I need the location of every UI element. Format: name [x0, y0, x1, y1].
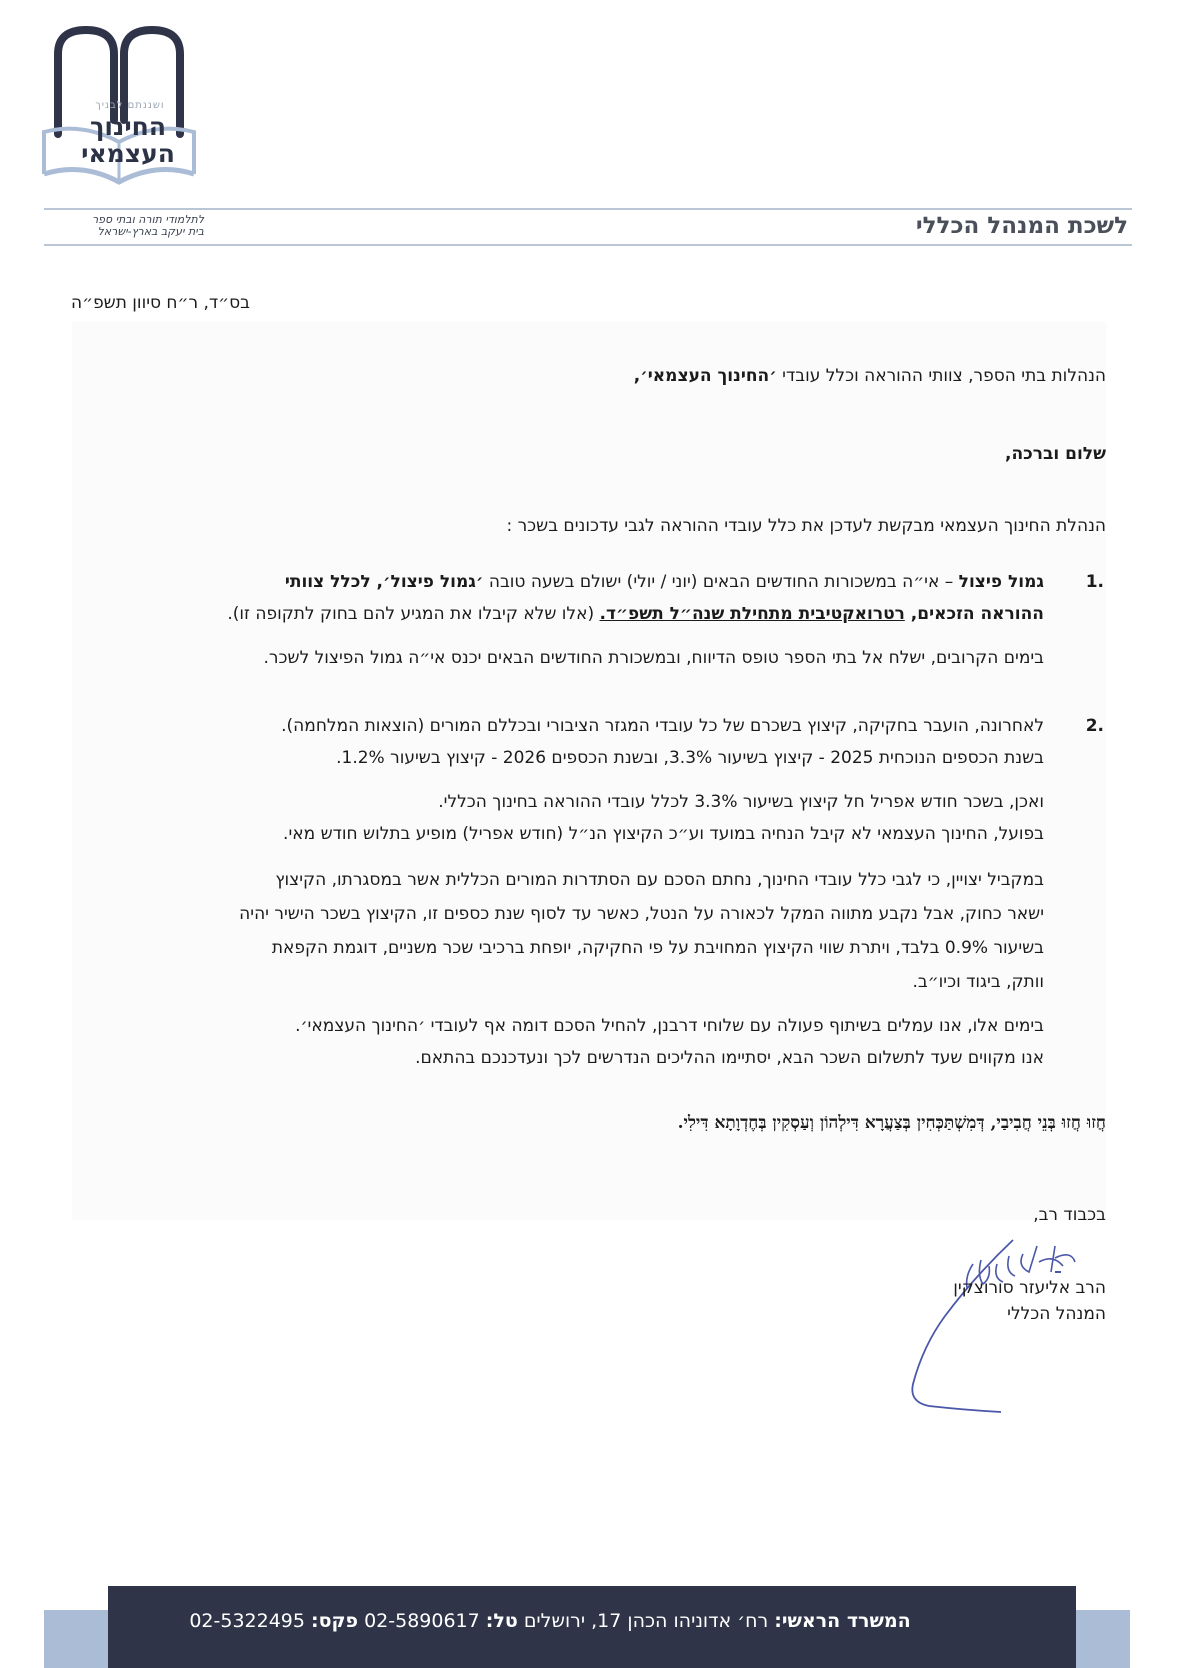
- signer-name: הרב אליעזר סורוצקין: [953, 1278, 1106, 1298]
- item-number: .2: [1085, 716, 1104, 736]
- letter-date: בס״ד, ר״ח סיוון תשפ״ה: [71, 293, 250, 313]
- closing-salutation: בכבוד רב,: [1033, 1205, 1106, 1225]
- footer-contact: המשרד הראשי: רח׳ אדוניהו הכהן 17, ירושלים טל: 02-5890617 פקס: 02-5322495: [189, 1610, 911, 1632]
- item2-line: ואכן, בשכר חודש אפריל חל קיצוץ בשיעור 3.3% לכלל עובדי ההוראה בחינוך הכללי.: [438, 792, 1044, 812]
- item2-line: בשיעור 0.9% בלבד, ויתרת שווי הקיצוץ המחויבת על פי החקיקה, יופחת ברכיבי שכר משניים, דוגמת הקפאת: [271, 938, 1044, 958]
- item1-line3: בימים הקרובים, ישלח אל בתי הספר טופס הדיווח, ובמשכורת החודשים הבאים יכנס אי״ה גמול הפיצול לשכר.: [263, 648, 1044, 668]
- item2-line: וותק, ביגוד וכיו״ב.: [912, 972, 1044, 992]
- office-title: לשכת המנהל הכללי: [915, 213, 1128, 239]
- logo-subtitle: לתלמודי תורה ובתי ספר בית יעקב בארץ-ישראל: [91, 213, 204, 238]
- intro-paragraph: הנהלת החינוך העצמאי מבקשת לעדכן את כלל עובדי ההוראה לגבי עדכונים בשכר :: [506, 516, 1106, 536]
- item-number: .1: [1085, 572, 1104, 592]
- closing-quote: חֲזוּ חֲזוּ בְּנֵי חֲבִיבַי, דְּמִשְׁתַּכְּחִין בְּצַעֲרָא דִּילְהוֹן וְעַסְקִין בְּחֶדְוָתָא דִּילִי.: [677, 1113, 1106, 1133]
- greeting: שלום וברכה,: [1005, 444, 1106, 464]
- item2-line: בימים אלו, אנו עמלים בשיתוף פעולה עם שלוחי דרבנן, להחיל הסכם דומה אף לעובדי ׳החינוך העצמאי׳.: [295, 1016, 1044, 1036]
- item2-line: במקביל יצויין, כי לגבי כלל עובדי החינוך, נחתם הסכם עם הסתדרות המורים הכללית אשר במסגרתו, הקיצוץ: [275, 870, 1044, 890]
- header-rule: [44, 244, 1132, 246]
- item2-line: בשנת הכספים הנוכחית 2025 - קיצוץ בשיעור 3.3%, ובשנת הכספים 2026 - קיצוץ בשיעור 1.2%.: [336, 748, 1044, 768]
- logo-text-line1: החינוך: [89, 112, 167, 141]
- item2-line: לאחרונה, הועבר בחקיקה, קיצוץ בשכרם של כל עובדי המגזר הציבורי ובכללם המורים (הוצאות המלחמה).: [281, 716, 1044, 736]
- header-rule: [44, 208, 1132, 210]
- recipients-line: הנהלות בתי הספר, צוותי ההוראה וכלל עובדי ׳החינוך העצמאי׳,: [633, 366, 1106, 386]
- item2-line: אנו מקווים שעד לתשלום השכר הבא, יסתיימו ההליכים הנדרשים לכך ונעדכנכם בהתאם.: [415, 1048, 1044, 1068]
- item1-line2: ההוראה הזכאים, רטרואקטיבית מתחילת שנה״ל תשפ״ד. (אלו שלא קיבלו את המגיע להם בחוק לתקופה זו).: [227, 604, 1044, 624]
- item2-line: ישאר כחוק, אבל נקבע מתווה המקל לכאורה על הנטל, כאשר עד לסוף שנת כספים זו, הקיצוץ בשכר הישיר יהיה: [239, 904, 1044, 924]
- item1-line1: גמול פיצול – אי״ה במשכורות החודשים הבאים (יוני / יולי) ישולם בשעה טובה ׳גמול פיצול׳, לכלל צוותי: [284, 572, 1044, 592]
- logo-tagline: ושננתם לבניך: [95, 100, 165, 111]
- item2-line: בפועל, החינוך העצמאי לא קיבל הנחיה במועד וע״כ הקיצוץ הנ״ל (חודש אפריל) מופיע בתלוש חודש מאי.: [283, 824, 1044, 844]
- logo-text-line2: העצמאי: [81, 139, 175, 168]
- signer-title: המנהל הכללי: [1007, 1304, 1106, 1324]
- letter-body-background: [72, 322, 1106, 1220]
